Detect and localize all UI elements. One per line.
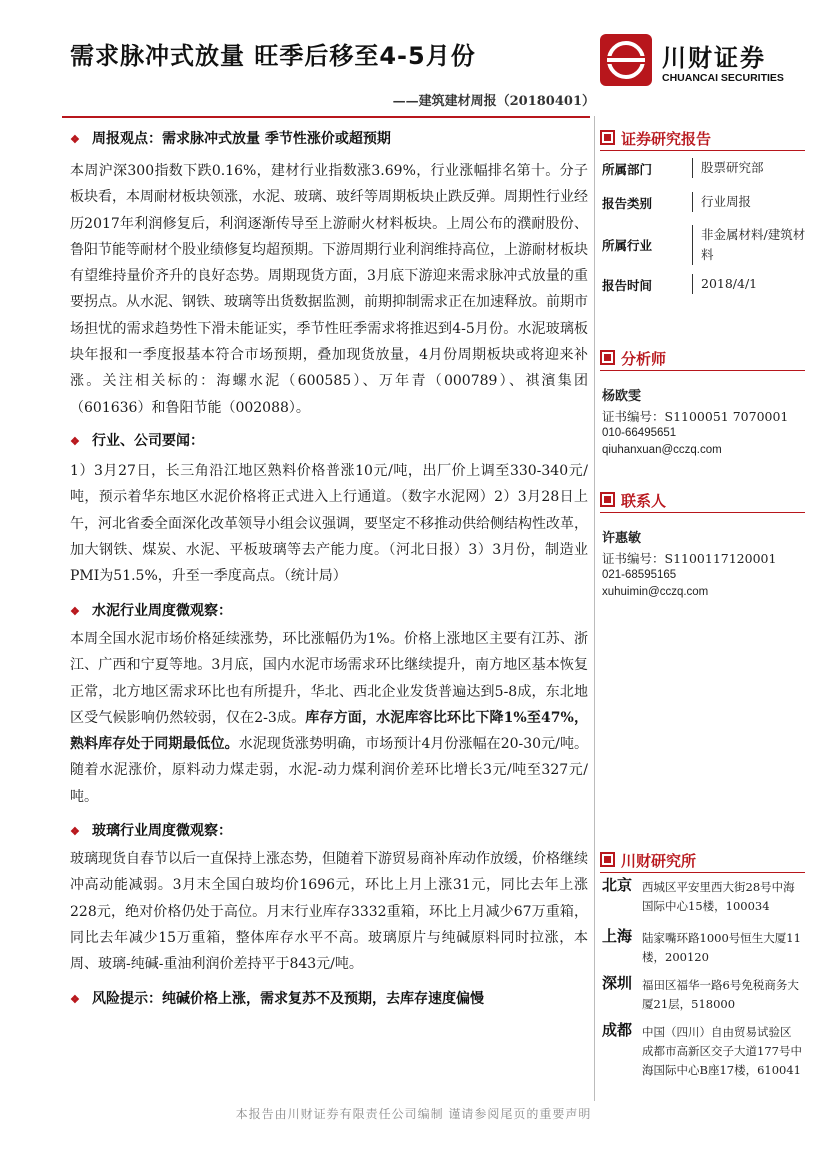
sidebar-heading-analyst: 分析师: [600, 348, 666, 369]
contact-phone: 021-68595165: [602, 569, 677, 581]
analyst-cert: 证书编号：S1100051 7070001: [602, 409, 789, 424]
report-title: 需求脉冲式放量 旺季后移至4-5月份: [70, 42, 476, 70]
sidebar-rule: [600, 370, 805, 371]
meta-key: 报告类别: [602, 196, 653, 211]
office-city: 成都: [602, 1021, 633, 1039]
square-bullet-icon: [600, 852, 615, 867]
brand-name-cn: 川财证券: [662, 44, 766, 72]
diamond-bullet-icon: ❖: [70, 993, 80, 1006]
meta-value: 股票研究部: [692, 158, 811, 178]
office-address: 中国（四川）自由贸易试验区成都市高新区交子大道177号中海国际中心B座17楼，610041: [642, 1025, 802, 1077]
meta-key: 报告时间: [602, 278, 653, 293]
section-text-views: 本周沪深300指数下跌0.16%，建材行业指数涨3.69%，行业涨幅排名第十。分子板块看，本周耐材板块领涨，水泥、玻璃、玻纤等周期板块止跌反弹。周期性行业经历2017年利润修复后，利润逐渐传导至上游耐火材料板块。上周公布的濮耐股份、鲁阳节能等耐材个股业绩修复均超预期。下游周期行业利润维持高位，上游耐材板块有望维持量价齐升的良好态势。周期现货方面，3月底下游迎来需求脉冲式放量的重要拐点。从水泥、钢铁、玻璃等出货数据监测，前期抑制需求正在加速释放。前期市场担忧的需求趋势性下滑未能证实，季节性旺季需求将推迟到4-5月份。水泥玻璃板块年报和一季度报基本符合市场预期，叠加现货放量，4月份周期板块或将迎来补涨。关注相关标的：海螺水泥（600585）、万年青（000789）、祺濱集团（601636）和鲁阳节能（002088）。: [70, 163, 588, 416]
square-bullet-icon: [600, 130, 615, 145]
column-divider: [594, 116, 595, 1101]
office-city: 深圳: [602, 974, 633, 992]
header-divider: [62, 116, 590, 118]
sidebar-heading-contact: 联系人: [600, 490, 666, 511]
section-text-cement: 本周全国水泥市场价格延续涨势，环比涨幅仍为1%。价格上涨地区主要有江苏、浙江、广西和宁夏等地。3月底，国内水泥市场需求环比继续提升，南方地区基本恢复正常，北方地区需求环比也有所提升，华北、西北企业发货普遍达到5-8成，东北地区受气候影响仍然较弱，仅在2-3成。库存方面，水泥库容比环比下降1%至47%，熟料库存处于同期最低位。水泥现货涨势明确，市场预计4月份涨幅在20-30元/吨。随着水泥涨价，原料动力煤走弱，水泥-动力煤利润价差环比增长3元/吨至327元/吨。: [70, 631, 589, 805]
sidebar-heading-institute: 川财研究所: [600, 850, 696, 871]
analyst-email[interactable]: qiuhanxuan@cczq.com: [602, 444, 722, 456]
brand-mark-icon: [600, 34, 652, 86]
contact-name: 许惠敏: [602, 531, 642, 546]
meta-key: 所属行业: [602, 238, 653, 253]
analyst-name: 杨欧雯: [602, 389, 642, 404]
office-address: 陆家嘴环路1000号恒生大厦11楼，200120: [642, 931, 801, 964]
office-city: 上海: [602, 927, 633, 945]
page-footer: 本报告由川财证券有限责任公司编制 谨请参阅尾页的重要声明: [235, 1107, 592, 1121]
meta-value: 行业周报: [692, 192, 811, 212]
section-heading-cement: ❖ 水泥行业周度微观察：: [70, 603, 232, 619]
section-text-news: 1）3月27日，长三角沿江地区熟料价格普涨10元/吨，出厂价上调至330-340元/吨，预示着华东地区水泥价格将正式进入上行通道。（数字水泥网）2）3月28日上午，河北省委全面深化改革领导小组会议强调，要坚定不移推动供给侧结构性改革，加大钢铁、煤炭、水泥、平板玻璃等去产能力度。（河北日报）3）3月份，制造业PMI为51.5%，升至一季度高点。（统计局）: [70, 463, 588, 585]
contact-card: [602, 530, 776, 601]
office-address: 福田区福华一路6号免税商务大厦21层，518000: [642, 978, 799, 1011]
sidebar-heading-report: 证券研究报告: [600, 128, 711, 149]
report-subtitle: ——建筑建材周报（20180401）: [392, 94, 595, 109]
diamond-bullet-icon: ❖: [70, 133, 80, 146]
meta-value: 非金属材料/建筑材料: [692, 225, 811, 265]
brand-logo: [600, 34, 800, 94]
sidebar-rule: [600, 150, 805, 151]
square-bullet-icon: [600, 492, 615, 507]
office-city: 北京: [602, 876, 633, 894]
analyst-card: [602, 388, 788, 459]
diamond-bullet-icon: ❖: [70, 605, 80, 618]
contact-cert: 证书编号：S1100117120001: [602, 551, 777, 566]
diamond-bullet-icon: ❖: [70, 825, 80, 838]
analyst-phone: 010-66495651: [602, 427, 677, 439]
section-text-glass: 玻璃现货自春节以后一直保持上涨态势，但随着下游贸易商补库动作放缓，价格继续冲高动能减弱。3月末全国白玻均价1696元，环比上月上涨31元，同比去年上涨228元，绝对价格仍处于高位。月末行业库存3332重箱，环比上月减少67万重箱，同比去年减少15万重箱，整体库存水平不高。玻璃原片与纯碱原料同时拉涨，本周、玻璃-纯碱-重油利润价差持平于843元/吨。: [70, 851, 588, 973]
section-heading-risk: ❖ 风险提示：纯碱价格上涨，需求复苏不及预期，去库存速度偏慢: [70, 991, 484, 1007]
sidebar-rule: [600, 872, 805, 873]
inventory-highlight: 库存方面，水泥库容比环比下降1%至47%，熟料库存处于同期最低位。: [70, 709, 589, 753]
meta-value: 2018/4/1: [692, 274, 811, 294]
diamond-bullet-icon: ❖: [70, 435, 80, 448]
brand-name-en: CHUANCAI SECURITIES: [662, 72, 784, 84]
section-heading-views: ❖ 周报观点：需求脉冲式放量 季节性涨价或超预期: [70, 131, 391, 147]
section-heading-glass: ❖ 玻璃行业周度微观察：: [70, 823, 232, 839]
meta-key: 所属部门: [602, 162, 653, 177]
office-address: 西城区平安里西大街28号中海国际中心15楼，100034: [642, 880, 795, 913]
sidebar-rule: [600, 512, 805, 513]
section-heading-news: ❖ 行业、公司要闻：: [70, 433, 204, 449]
square-bullet-icon: [600, 350, 615, 365]
contact-email[interactable]: xuhuimin@cczq.com: [602, 586, 709, 598]
